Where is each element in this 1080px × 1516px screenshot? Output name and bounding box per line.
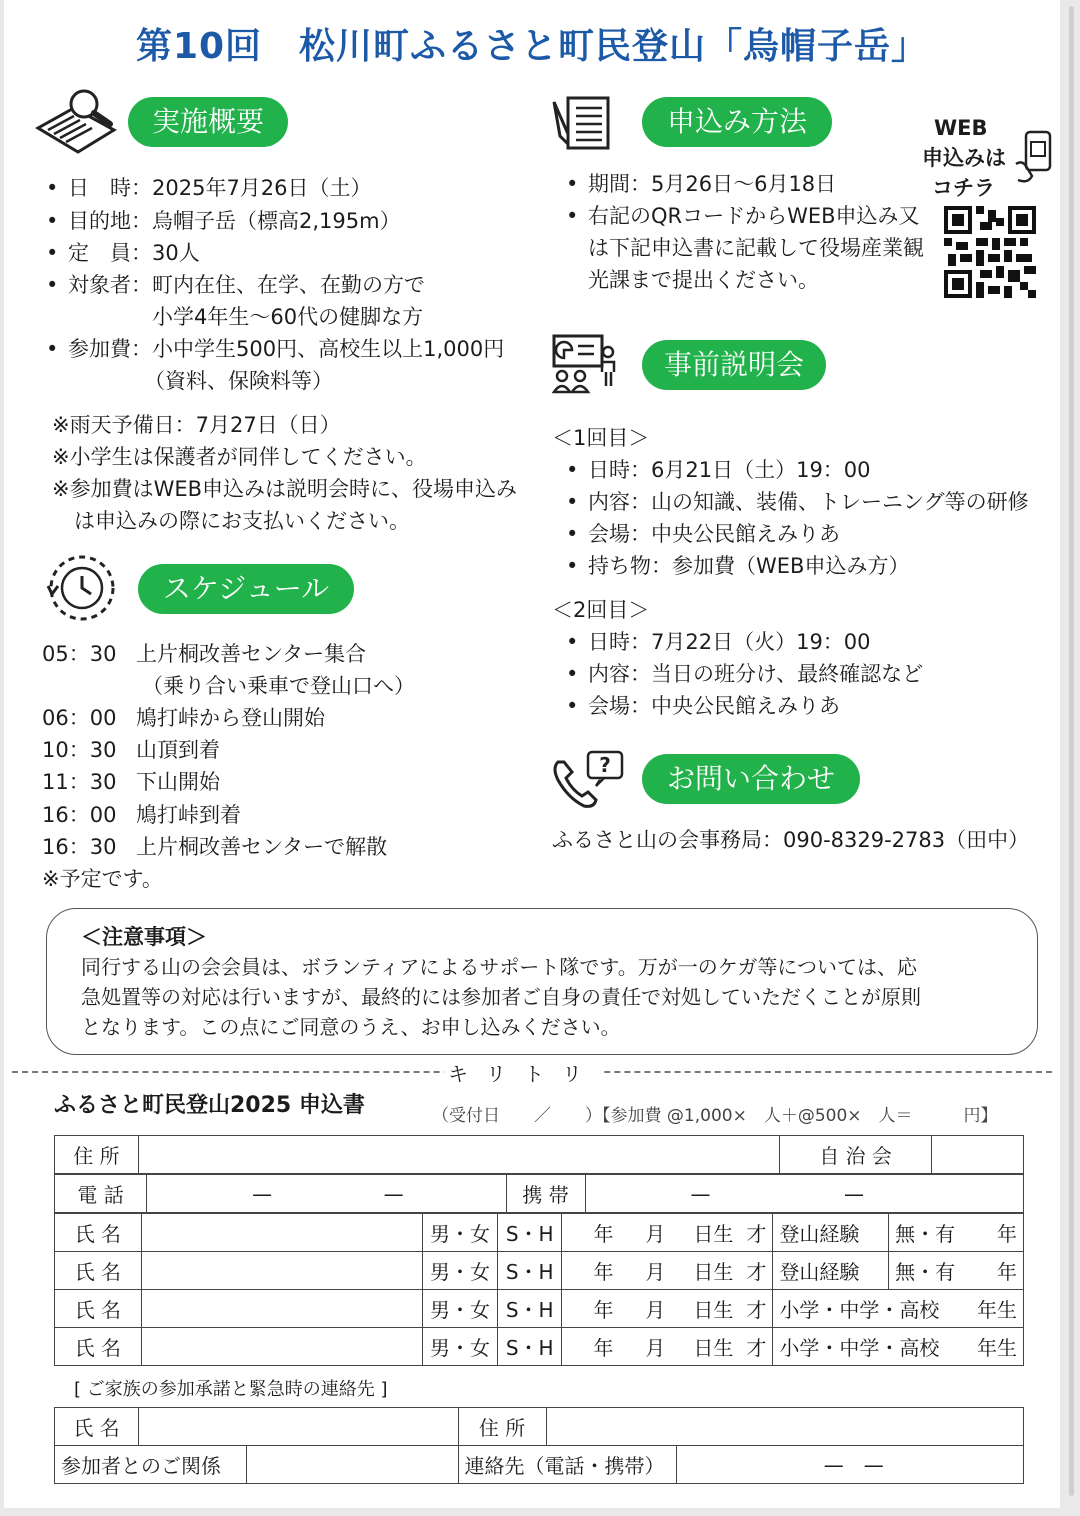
name-input[interactable] [141,1214,422,1252]
schedule-time: 10：30 [42,738,117,762]
birth-day[interactable]: 日生 [671,1328,739,1366]
web-label-apply: 申込みは [922,146,1006,170]
experience-label: 登山経験 [773,1252,889,1290]
briefing-first-belongings: • 持ち物：参加費（WEB申込み方） [588,550,909,582]
age[interactable]: 才 [739,1214,773,1252]
dash: — [690,1181,711,1206]
notice-box [46,908,1038,1055]
experience-years[interactable]: 年 [969,1252,1023,1290]
family-label: [ ご家族の参加承諾と緊急時の連絡先 ] [74,1379,388,1400]
overview-destination: • 目的地：烏帽子岳（標高2,195m） [68,205,401,237]
page-title: 第10回 松川町ふるさと町民登山「烏帽子岳」 [135,26,929,67]
overview-target-line2: 小学4年生〜60代の健脚な方 [152,305,424,329]
briefing-second-datetime: • 日時：7月22日（火）19：00 [588,626,871,658]
sex-select[interactable]: 男・女 [422,1328,497,1366]
cut-label: キリトリ [444,1058,604,1087]
application-form-table [54,1135,1024,1174]
table-row [55,1175,1024,1213]
table-row [55,1136,1024,1174]
school-grade[interactable]: 年生 [969,1328,1023,1366]
schedule-text: 鳩打峠から登山開始 [136,706,325,730]
phone-label: 電 話 [55,1175,147,1213]
relation-input[interactable] [246,1446,458,1484]
schedule-time: 11：30 [42,770,117,794]
participants-table [54,1213,1024,1366]
dash: — [863,1452,884,1477]
schedule-time: 16：00 [42,803,117,827]
table-row [55,1328,1024,1366]
name-label: 氏 名 [55,1214,142,1252]
address-input[interactable] [138,1136,779,1174]
dash: — [823,1452,844,1477]
schedule-heading: スケジュール [138,564,354,614]
briefing-first-datetime: • 日時：6月21日（土）19：00 [588,454,871,486]
table-row [55,1252,1024,1290]
qr-code[interactable] [944,206,1036,298]
web-label-web: WEB [934,116,988,140]
schedule-note: ※予定です。 [42,867,163,891]
briefing-first-venue: • 会場：中央公民館えみりあ [588,518,840,550]
jichikai-input[interactable] [932,1136,1024,1174]
birth-month[interactable]: 月 [620,1290,672,1328]
emergency-contact-input[interactable] [676,1446,850,1484]
dash: — [843,1181,864,1206]
phone-question-icon [550,748,626,810]
name-label: 氏 名 [55,1252,142,1290]
overview-note-fee: ※参加費はWEB申込みは説明会時に、役場申込み [52,477,518,501]
family-name-input[interactable] [138,1408,458,1446]
overview-note-guardian: ※小学生は保護者が同伴してください。 [52,445,427,469]
family-table [54,1407,1024,1484]
overview-date: • 日 時：2025年7月26日（土） [68,172,372,204]
era-select[interactable]: S・H [498,1214,562,1252]
schedule-time: 16：30 [42,835,117,859]
name-label: 氏 名 [55,1290,142,1328]
mobile-input[interactable] [585,1175,717,1213]
web-label-here: コチラ [932,176,995,200]
phone-table [54,1174,1024,1213]
schedule-text: （乗り合い乗車で登山口へ） [142,674,415,698]
experience-select[interactable]: 無・有 [889,1214,970,1252]
family-name-label: 氏 名 [55,1408,139,1446]
notice-line: となります。この点にご同意のうえ、お申し込みください。 [81,1015,621,1039]
name-input[interactable] [141,1328,422,1366]
overview-heading: 実施概要 [128,97,288,147]
schedule-text: 鳩打峠到着 [136,803,241,827]
schedule-text: 山頂到着 [136,738,220,762]
birth-day[interactable]: 日生 [671,1290,739,1328]
apply-method-line3: 光課まで提出ください。 [588,268,819,292]
flyer-page [4,0,1060,1508]
contact-text: ふるさと山の会事務局：090-8329-2783（田中） [552,828,1030,852]
scrollbar[interactable] [1069,6,1074,1496]
mobile-input[interactable] [870,1175,1024,1213]
apply-heading: 申込み方法 [642,97,832,147]
name-label: 氏 名 [55,1328,142,1366]
age[interactable]: 才 [739,1290,773,1328]
school-select[interactable]: 小学・中学・高校 [773,1328,969,1366]
schedule-text: 下山開始 [136,770,220,794]
sex-select[interactable]: 男・女 [422,1290,497,1328]
jichikai-label: 自 治 会 [780,1136,932,1174]
svg-text:?: ? [599,753,611,777]
presentation-icon [550,332,620,396]
emergency-contact-input[interactable] [850,1446,1024,1484]
birth-year[interactable]: 年 [562,1214,620,1252]
dash: — [252,1181,273,1206]
schedule-text: 上片桐改善センター集合 [136,642,367,666]
table-row [55,1408,1024,1446]
apply-method: • 右記のQRコードからWEB申込み又 [588,200,920,232]
birth-year[interactable]: 年 [562,1252,620,1290]
form-title: ふるさと町民登山2025 申込書 [54,1093,365,1118]
notice-line: 急処置等の対応は行いますが、最終的には参加者ご自身の責任で対処していただくことが原則 [81,985,921,1009]
relation-label: 参加者とのご関係 [55,1446,247,1484]
name-input[interactable] [141,1290,422,1328]
birth-day[interactable]: 日生 [671,1252,739,1290]
overview-note-fee-line2: は申込みの際にお支払いください。 [74,509,410,533]
era-select[interactable]: S・H [498,1290,562,1328]
address-label: 住 所 [55,1136,139,1174]
briefing-second-label: ＜2回目＞ [552,598,650,622]
overview-fee: • 参加費：小中学生500円、高校生以上1,000円 [68,333,504,365]
family-address-input[interactable] [546,1408,1023,1446]
overview-fee-line2: （資料、保険料等） [144,369,333,393]
school-grade[interactable]: 年生 [969,1290,1023,1328]
birth-month[interactable]: 月 [620,1252,672,1290]
school-select[interactable]: 小学・中学・高校 [773,1290,969,1328]
phone-input[interactable] [278,1175,410,1213]
birth-month[interactable]: 月 [620,1214,672,1252]
emergency-contact-label: 連絡先（電話・携帯） [458,1446,676,1484]
phone-input[interactable] [147,1175,279,1213]
experience-label: 登山経験 [773,1214,889,1252]
contact-heading: お問い合わせ [642,754,860,804]
table-row [55,1214,1024,1252]
briefing-second-content: • 内容：当日の班分け、最終確認など [588,658,923,690]
overview-note-rain: ※雨天予備日：7月27日（日） [52,413,341,437]
schedule-time: 06：00 [42,706,117,730]
briefing-first-label: ＜1回目＞ [552,426,650,450]
mobile-input[interactable] [717,1175,870,1213]
form-receipt: （受付日 ／ ）【参加費 @1,000× 人＋@500× 人＝ 円】 [432,1106,998,1126]
schedule-time: 05：30 [42,642,117,666]
apply-method-line2: は下記申込書に記載して役場産業観 [588,236,924,260]
experience-years[interactable]: 年 [969,1214,1023,1252]
notice-line: 同行する山の会会員は、ボランティアによるサポート隊です。万が一のケガ等については、応 [81,955,917,979]
age[interactable]: 才 [739,1328,773,1366]
phone-input[interactable] [410,1175,506,1213]
birth-day[interactable]: 日生 [671,1214,739,1252]
apply-period: • 期間：5月26日〜6月18日 [588,168,836,200]
briefing-heading: 事前説明会 [642,340,826,390]
clock-icon [42,552,124,624]
mobile-label: 携 帯 [506,1175,585,1213]
birth-month[interactable]: 月 [620,1328,672,1366]
dash: — [383,1181,404,1206]
sex-select[interactable]: 男・女 [422,1214,497,1252]
sex-select[interactable]: 男・女 [422,1252,497,1290]
name-input[interactable] [141,1252,422,1290]
magnifier-newspaper-icon [34,86,122,156]
birth-year[interactable]: 年 [562,1328,620,1366]
table-row [55,1290,1024,1328]
birth-year[interactable]: 年 [562,1290,620,1328]
age[interactable]: 才 [739,1252,773,1290]
notice-heading: ＜注意事項＞ [81,925,207,949]
overview-capacity: • 定 員：30人 [68,237,200,269]
overview-target: • 対象者：町内在住、在学、在勤の方で [68,269,425,301]
document-pen-icon [550,94,614,152]
era-select[interactable]: S・H [498,1252,562,1290]
experience-select[interactable]: 無・有 [889,1252,970,1290]
briefing-first-content: • 内容：山の知識、装備、トレーニング等の研修 [588,486,1029,518]
era-select[interactable]: S・H [498,1328,562,1366]
table-row [55,1446,1024,1484]
phone-hand-icon [1012,128,1056,186]
briefing-second-venue: • 会場：中央公民館えみりあ [588,690,840,722]
schedule-text: 上片桐改善センターで解散 [136,835,388,859]
family-address-label: 住 所 [458,1408,546,1446]
